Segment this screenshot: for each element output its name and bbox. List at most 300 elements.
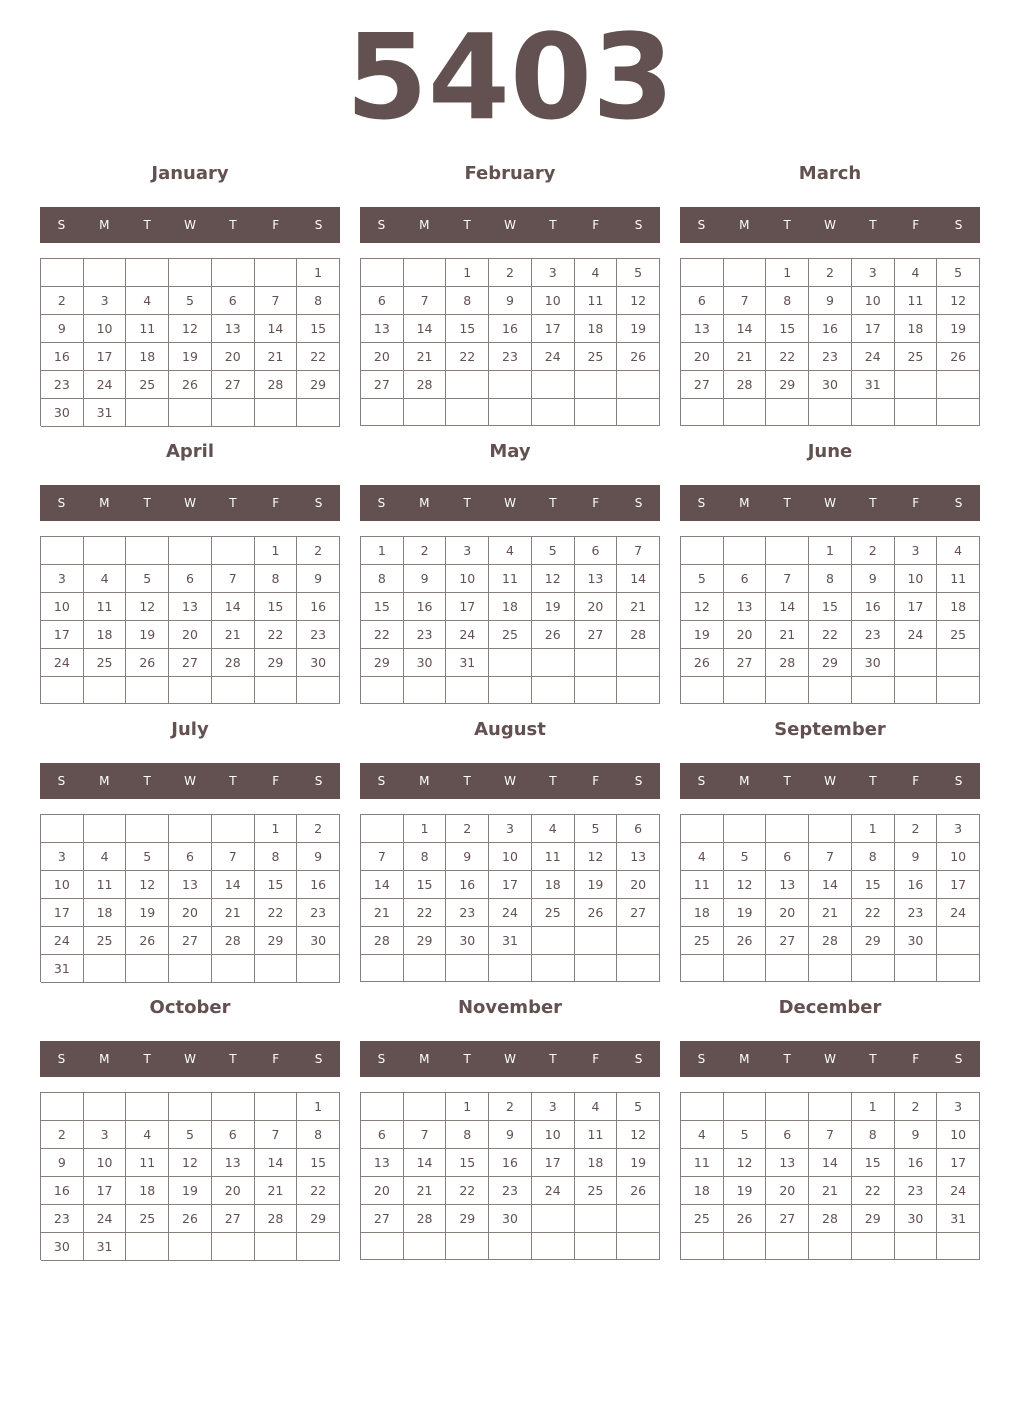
empty-cell (895, 1233, 938, 1260)
weekday-label: M (99, 496, 110, 510)
day-cell: 27 (169, 927, 212, 955)
day-cell: 19 (575, 871, 618, 899)
weekday-label: M (99, 1052, 110, 1066)
day-cell: 10 (937, 843, 980, 871)
day-cell: 30 (489, 1205, 532, 1233)
day-cell: 31 (41, 955, 84, 983)
day-cell: 6 (361, 287, 404, 315)
weekday-header (360, 763, 660, 799)
weekday-label: W (184, 496, 196, 510)
day-cell: 24 (489, 899, 532, 927)
day-cell: 31 (937, 1205, 980, 1233)
weekday-label: S (314, 1052, 323, 1066)
weekday-label: M (739, 496, 750, 510)
empty-cell (724, 1093, 767, 1121)
empty-cell (809, 677, 852, 704)
day-cell: 1 (766, 259, 809, 287)
day-cell: 21 (255, 343, 298, 371)
day-cell: 23 (41, 1205, 84, 1233)
empty-cell (766, 399, 809, 426)
empty-cell (126, 399, 169, 427)
day-cell: 23 (895, 899, 938, 927)
weekday-label: W (504, 1052, 516, 1066)
day-cell: 1 (361, 537, 404, 565)
day-cell: 15 (404, 871, 447, 899)
day-cell: 16 (809, 315, 852, 343)
day-cell: 4 (84, 565, 127, 593)
empty-cell (361, 1093, 404, 1121)
empty-cell (489, 649, 532, 677)
day-cell: 22 (255, 899, 298, 927)
day-cell: 18 (84, 899, 127, 927)
empty-cell (255, 399, 298, 427)
day-cell: 10 (84, 315, 127, 343)
day-cell: 9 (852, 565, 895, 593)
weekday-label: M (99, 218, 110, 232)
weekday-header (680, 1041, 980, 1077)
empty-cell (41, 1093, 84, 1121)
day-cell: 21 (212, 899, 255, 927)
day-cell: 9 (41, 1149, 84, 1177)
day-cell: 26 (169, 371, 212, 399)
empty-cell (126, 259, 169, 287)
empty-cell (895, 371, 938, 399)
weekday-label: T (229, 774, 237, 788)
empty-cell (126, 815, 169, 843)
day-cell: 1 (852, 1093, 895, 1121)
day-cell: 14 (766, 593, 809, 621)
empty-cell (41, 815, 84, 843)
empty-cell (404, 1093, 447, 1121)
day-cell: 5 (169, 287, 212, 315)
weekday-label: S (697, 218, 706, 232)
day-cell: 17 (895, 593, 938, 621)
weekday-label: F (272, 218, 280, 232)
empty-cell (361, 1233, 404, 1260)
day-cell: 2 (895, 815, 938, 843)
day-cell: 11 (489, 565, 532, 593)
day-cell: 13 (575, 565, 618, 593)
day-cell: 11 (84, 871, 127, 899)
empty-cell (724, 399, 767, 426)
day-cell: 12 (724, 871, 767, 899)
day-cell: 16 (41, 1177, 84, 1205)
day-cell: 15 (297, 315, 340, 343)
day-cell: 7 (404, 287, 447, 315)
day-cell: 7 (617, 537, 660, 565)
empty-cell (404, 259, 447, 287)
weekday-label: S (377, 774, 386, 788)
weekday-label: W (184, 1052, 196, 1066)
day-cell: 5 (724, 843, 767, 871)
day-cell: 11 (126, 315, 169, 343)
day-cell: 24 (532, 1177, 575, 1205)
weekday-header (40, 485, 340, 521)
empty-cell (446, 955, 489, 982)
day-cell: 9 (895, 843, 938, 871)
weekday-label: T (229, 496, 237, 510)
day-cell: 23 (404, 621, 447, 649)
weekday-label: T (143, 1052, 151, 1066)
day-cell: 14 (809, 1149, 852, 1177)
day-cell: 4 (895, 259, 938, 287)
weekday-label: M (739, 1052, 750, 1066)
day-cell: 1 (255, 815, 298, 843)
day-cell: 12 (617, 287, 660, 315)
weekday-label: F (592, 1052, 600, 1066)
day-grid (360, 536, 660, 704)
day-cell: 30 (297, 927, 340, 955)
month-name: December (778, 997, 882, 1018)
day-cell: 27 (575, 621, 618, 649)
day-cell: 6 (361, 1121, 404, 1149)
weekday-label: S (634, 218, 643, 232)
empty-cell (575, 649, 618, 677)
day-cell: 4 (575, 1093, 618, 1121)
empty-cell (404, 399, 447, 426)
day-cell: 14 (361, 871, 404, 899)
weekday-label: T (549, 774, 557, 788)
day-cell: 22 (361, 621, 404, 649)
day-cell: 29 (255, 927, 298, 955)
empty-cell (681, 537, 724, 565)
day-cell: 10 (852, 287, 895, 315)
day-cell: 28 (809, 927, 852, 955)
day-cell: 26 (126, 649, 169, 677)
empty-cell (126, 1233, 169, 1261)
month-name: May (489, 441, 531, 462)
day-cell: 17 (84, 1177, 127, 1205)
day-cell: 20 (575, 593, 618, 621)
day-cell: 9 (489, 1121, 532, 1149)
day-cell: 24 (937, 899, 980, 927)
day-cell: 4 (575, 259, 618, 287)
weekday-label: S (57, 496, 66, 510)
day-cell: 3 (895, 537, 938, 565)
weekday-label: S (697, 496, 706, 510)
empty-cell (575, 371, 618, 399)
day-cell: 6 (766, 1121, 809, 1149)
day-cell: 13 (212, 315, 255, 343)
weekday-label: F (592, 774, 600, 788)
empty-cell (532, 677, 575, 704)
day-cell: 19 (724, 1177, 767, 1205)
day-cell: 15 (852, 871, 895, 899)
day-grid (40, 814, 340, 982)
weekday-header (360, 1041, 660, 1077)
empty-cell (404, 955, 447, 982)
empty-cell (297, 955, 340, 983)
empty-cell (84, 815, 127, 843)
day-cell: 30 (446, 927, 489, 955)
weekday-label: T (549, 496, 557, 510)
day-cell: 12 (169, 315, 212, 343)
day-cell: 2 (41, 1121, 84, 1149)
day-cell: 20 (212, 343, 255, 371)
empty-cell (617, 927, 660, 955)
day-cell: 18 (681, 899, 724, 927)
empty-cell (489, 399, 532, 426)
empty-cell (446, 1233, 489, 1260)
day-cell: 29 (852, 927, 895, 955)
day-grid (40, 536, 340, 704)
empty-cell (937, 1233, 980, 1260)
day-cell: 22 (446, 343, 489, 371)
empty-cell (169, 537, 212, 565)
day-cell: 29 (809, 649, 852, 677)
day-cell: 21 (809, 899, 852, 927)
day-cell: 6 (212, 287, 255, 315)
weekday-label: W (824, 496, 836, 510)
day-cell: 24 (895, 621, 938, 649)
day-cell: 17 (532, 315, 575, 343)
day-cell: 17 (937, 1149, 980, 1177)
empty-cell (937, 927, 980, 955)
day-cell: 17 (84, 343, 127, 371)
day-cell: 21 (766, 621, 809, 649)
empty-cell (84, 955, 127, 983)
empty-cell (852, 677, 895, 704)
empty-cell (937, 649, 980, 677)
day-cell: 25 (575, 343, 618, 371)
weekday-label: S (377, 1052, 386, 1066)
year-title: 5403 (345, 8, 675, 146)
day-cell: 9 (404, 565, 447, 593)
day-cell: 14 (404, 1149, 447, 1177)
day-cell: 15 (297, 1149, 340, 1177)
day-cell: 7 (212, 843, 255, 871)
day-cell: 25 (575, 1177, 618, 1205)
day-cell: 22 (852, 1177, 895, 1205)
day-cell: 15 (766, 315, 809, 343)
day-cell: 26 (126, 927, 169, 955)
day-cell: 20 (617, 871, 660, 899)
day-cell: 6 (724, 565, 767, 593)
day-cell: 16 (489, 315, 532, 343)
empty-cell (809, 399, 852, 426)
day-cell: 18 (84, 621, 127, 649)
day-cell: 31 (84, 399, 127, 427)
day-cell: 16 (895, 1149, 938, 1177)
empty-cell (489, 677, 532, 704)
day-cell: 4 (126, 287, 169, 315)
empty-cell (617, 399, 660, 426)
day-cell: 9 (489, 287, 532, 315)
day-cell: 11 (681, 1149, 724, 1177)
day-cell: 13 (681, 315, 724, 343)
day-cell: 9 (809, 287, 852, 315)
month-name: February (464, 163, 556, 184)
weekday-label: W (504, 774, 516, 788)
day-cell: 23 (41, 371, 84, 399)
day-cell: 22 (766, 343, 809, 371)
day-cell: 17 (852, 315, 895, 343)
empty-cell (446, 371, 489, 399)
empty-cell (212, 677, 255, 704)
day-cell: 6 (169, 843, 212, 871)
day-cell: 30 (404, 649, 447, 677)
weekday-label: F (592, 218, 600, 232)
day-cell: 15 (809, 593, 852, 621)
weekday-label: W (824, 774, 836, 788)
day-cell: 19 (126, 621, 169, 649)
empty-cell (809, 1093, 852, 1121)
empty-cell (212, 1093, 255, 1121)
month-name: July (171, 719, 209, 740)
day-cell: 27 (766, 1205, 809, 1233)
empty-cell (532, 1205, 575, 1233)
day-cell: 24 (84, 1205, 127, 1233)
weekday-label: W (504, 218, 516, 232)
month-name: September (774, 719, 886, 740)
weekday-label: S (954, 496, 963, 510)
day-cell: 19 (617, 1149, 660, 1177)
day-cell: 3 (84, 287, 127, 315)
day-cell: 27 (212, 371, 255, 399)
day-cell: 12 (126, 593, 169, 621)
empty-cell (404, 677, 447, 704)
weekday-label: S (697, 774, 706, 788)
day-grid (360, 1092, 660, 1260)
weekday-label: T (463, 1052, 471, 1066)
day-cell: 6 (617, 815, 660, 843)
empty-cell (895, 955, 938, 982)
day-cell: 24 (852, 343, 895, 371)
day-cell: 15 (852, 1149, 895, 1177)
day-cell: 4 (937, 537, 980, 565)
day-cell: 8 (255, 565, 298, 593)
day-grid (680, 814, 980, 982)
empty-cell (724, 1233, 767, 1260)
month-name: April (165, 441, 215, 462)
day-cell: 18 (937, 593, 980, 621)
day-cell: 11 (575, 1121, 618, 1149)
empty-cell (126, 955, 169, 983)
day-cell: 10 (41, 871, 84, 899)
day-cell: 18 (126, 343, 169, 371)
day-cell: 4 (126, 1121, 169, 1149)
day-cell: 13 (212, 1149, 255, 1177)
day-cell: 9 (297, 843, 340, 871)
weekday-label: F (272, 1052, 280, 1066)
empty-cell (681, 815, 724, 843)
day-cell: 7 (212, 565, 255, 593)
weekday-label: S (314, 496, 323, 510)
day-cell: 18 (489, 593, 532, 621)
day-cell: 16 (297, 871, 340, 899)
empty-cell (895, 649, 938, 677)
weekday-header (680, 207, 980, 243)
day-cell: 25 (84, 649, 127, 677)
day-cell: 29 (361, 649, 404, 677)
empty-cell (617, 371, 660, 399)
weekday-label: F (912, 774, 920, 788)
day-cell: 20 (724, 621, 767, 649)
day-cell: 17 (489, 871, 532, 899)
day-cell: 26 (617, 343, 660, 371)
day-cell: 25 (937, 621, 980, 649)
empty-cell (212, 815, 255, 843)
day-cell: 10 (532, 1121, 575, 1149)
empty-cell (212, 955, 255, 983)
day-cell: 4 (84, 843, 127, 871)
day-cell: 14 (255, 315, 298, 343)
day-cell: 3 (532, 1093, 575, 1121)
day-cell: 5 (937, 259, 980, 287)
day-cell: 3 (852, 259, 895, 287)
day-cell: 12 (169, 1149, 212, 1177)
weekday-label: T (143, 774, 151, 788)
day-cell: 2 (41, 287, 84, 315)
day-cell: 19 (681, 621, 724, 649)
day-cell: 8 (297, 287, 340, 315)
empty-cell (681, 955, 724, 982)
day-cell: 23 (489, 343, 532, 371)
day-cell: 2 (446, 815, 489, 843)
day-cell: 15 (361, 593, 404, 621)
empty-cell (575, 955, 618, 982)
empty-cell (617, 649, 660, 677)
day-cell: 2 (297, 815, 340, 843)
empty-cell (852, 1233, 895, 1260)
day-cell: 6 (766, 843, 809, 871)
weekday-header (40, 1041, 340, 1077)
weekday-label: W (504, 496, 516, 510)
day-cell: 29 (852, 1205, 895, 1233)
weekday-label: T (783, 218, 791, 232)
day-cell: 23 (446, 899, 489, 927)
day-cell: 13 (766, 871, 809, 899)
day-cell: 3 (489, 815, 532, 843)
empty-cell (575, 1233, 618, 1260)
weekday-label: T (229, 218, 237, 232)
day-cell: 25 (489, 621, 532, 649)
day-cell: 6 (575, 537, 618, 565)
day-cell: 22 (852, 899, 895, 927)
day-cell: 7 (361, 843, 404, 871)
empty-cell (575, 927, 618, 955)
day-cell: 30 (41, 399, 84, 427)
empty-cell (681, 1093, 724, 1121)
day-cell: 29 (766, 371, 809, 399)
day-cell: 13 (169, 871, 212, 899)
day-cell: 26 (532, 621, 575, 649)
day-cell: 10 (532, 287, 575, 315)
day-cell: 11 (575, 287, 618, 315)
empty-cell (809, 815, 852, 843)
day-cell: 2 (895, 1093, 938, 1121)
day-cell: 31 (446, 649, 489, 677)
day-cell: 13 (361, 1149, 404, 1177)
day-cell: 17 (446, 593, 489, 621)
day-cell: 20 (169, 899, 212, 927)
day-cell: 14 (724, 315, 767, 343)
day-cell: 20 (681, 343, 724, 371)
day-cell: 3 (532, 259, 575, 287)
empty-cell (681, 399, 724, 426)
day-grid (680, 258, 980, 426)
day-cell: 28 (404, 371, 447, 399)
day-cell: 27 (169, 649, 212, 677)
day-cell: 14 (255, 1149, 298, 1177)
day-cell: 1 (852, 815, 895, 843)
weekday-header (680, 763, 980, 799)
day-cell: 4 (681, 1121, 724, 1149)
empty-cell (766, 537, 809, 565)
day-grid (360, 814, 660, 982)
day-grid (40, 1092, 340, 1260)
weekday-label: T (463, 496, 471, 510)
